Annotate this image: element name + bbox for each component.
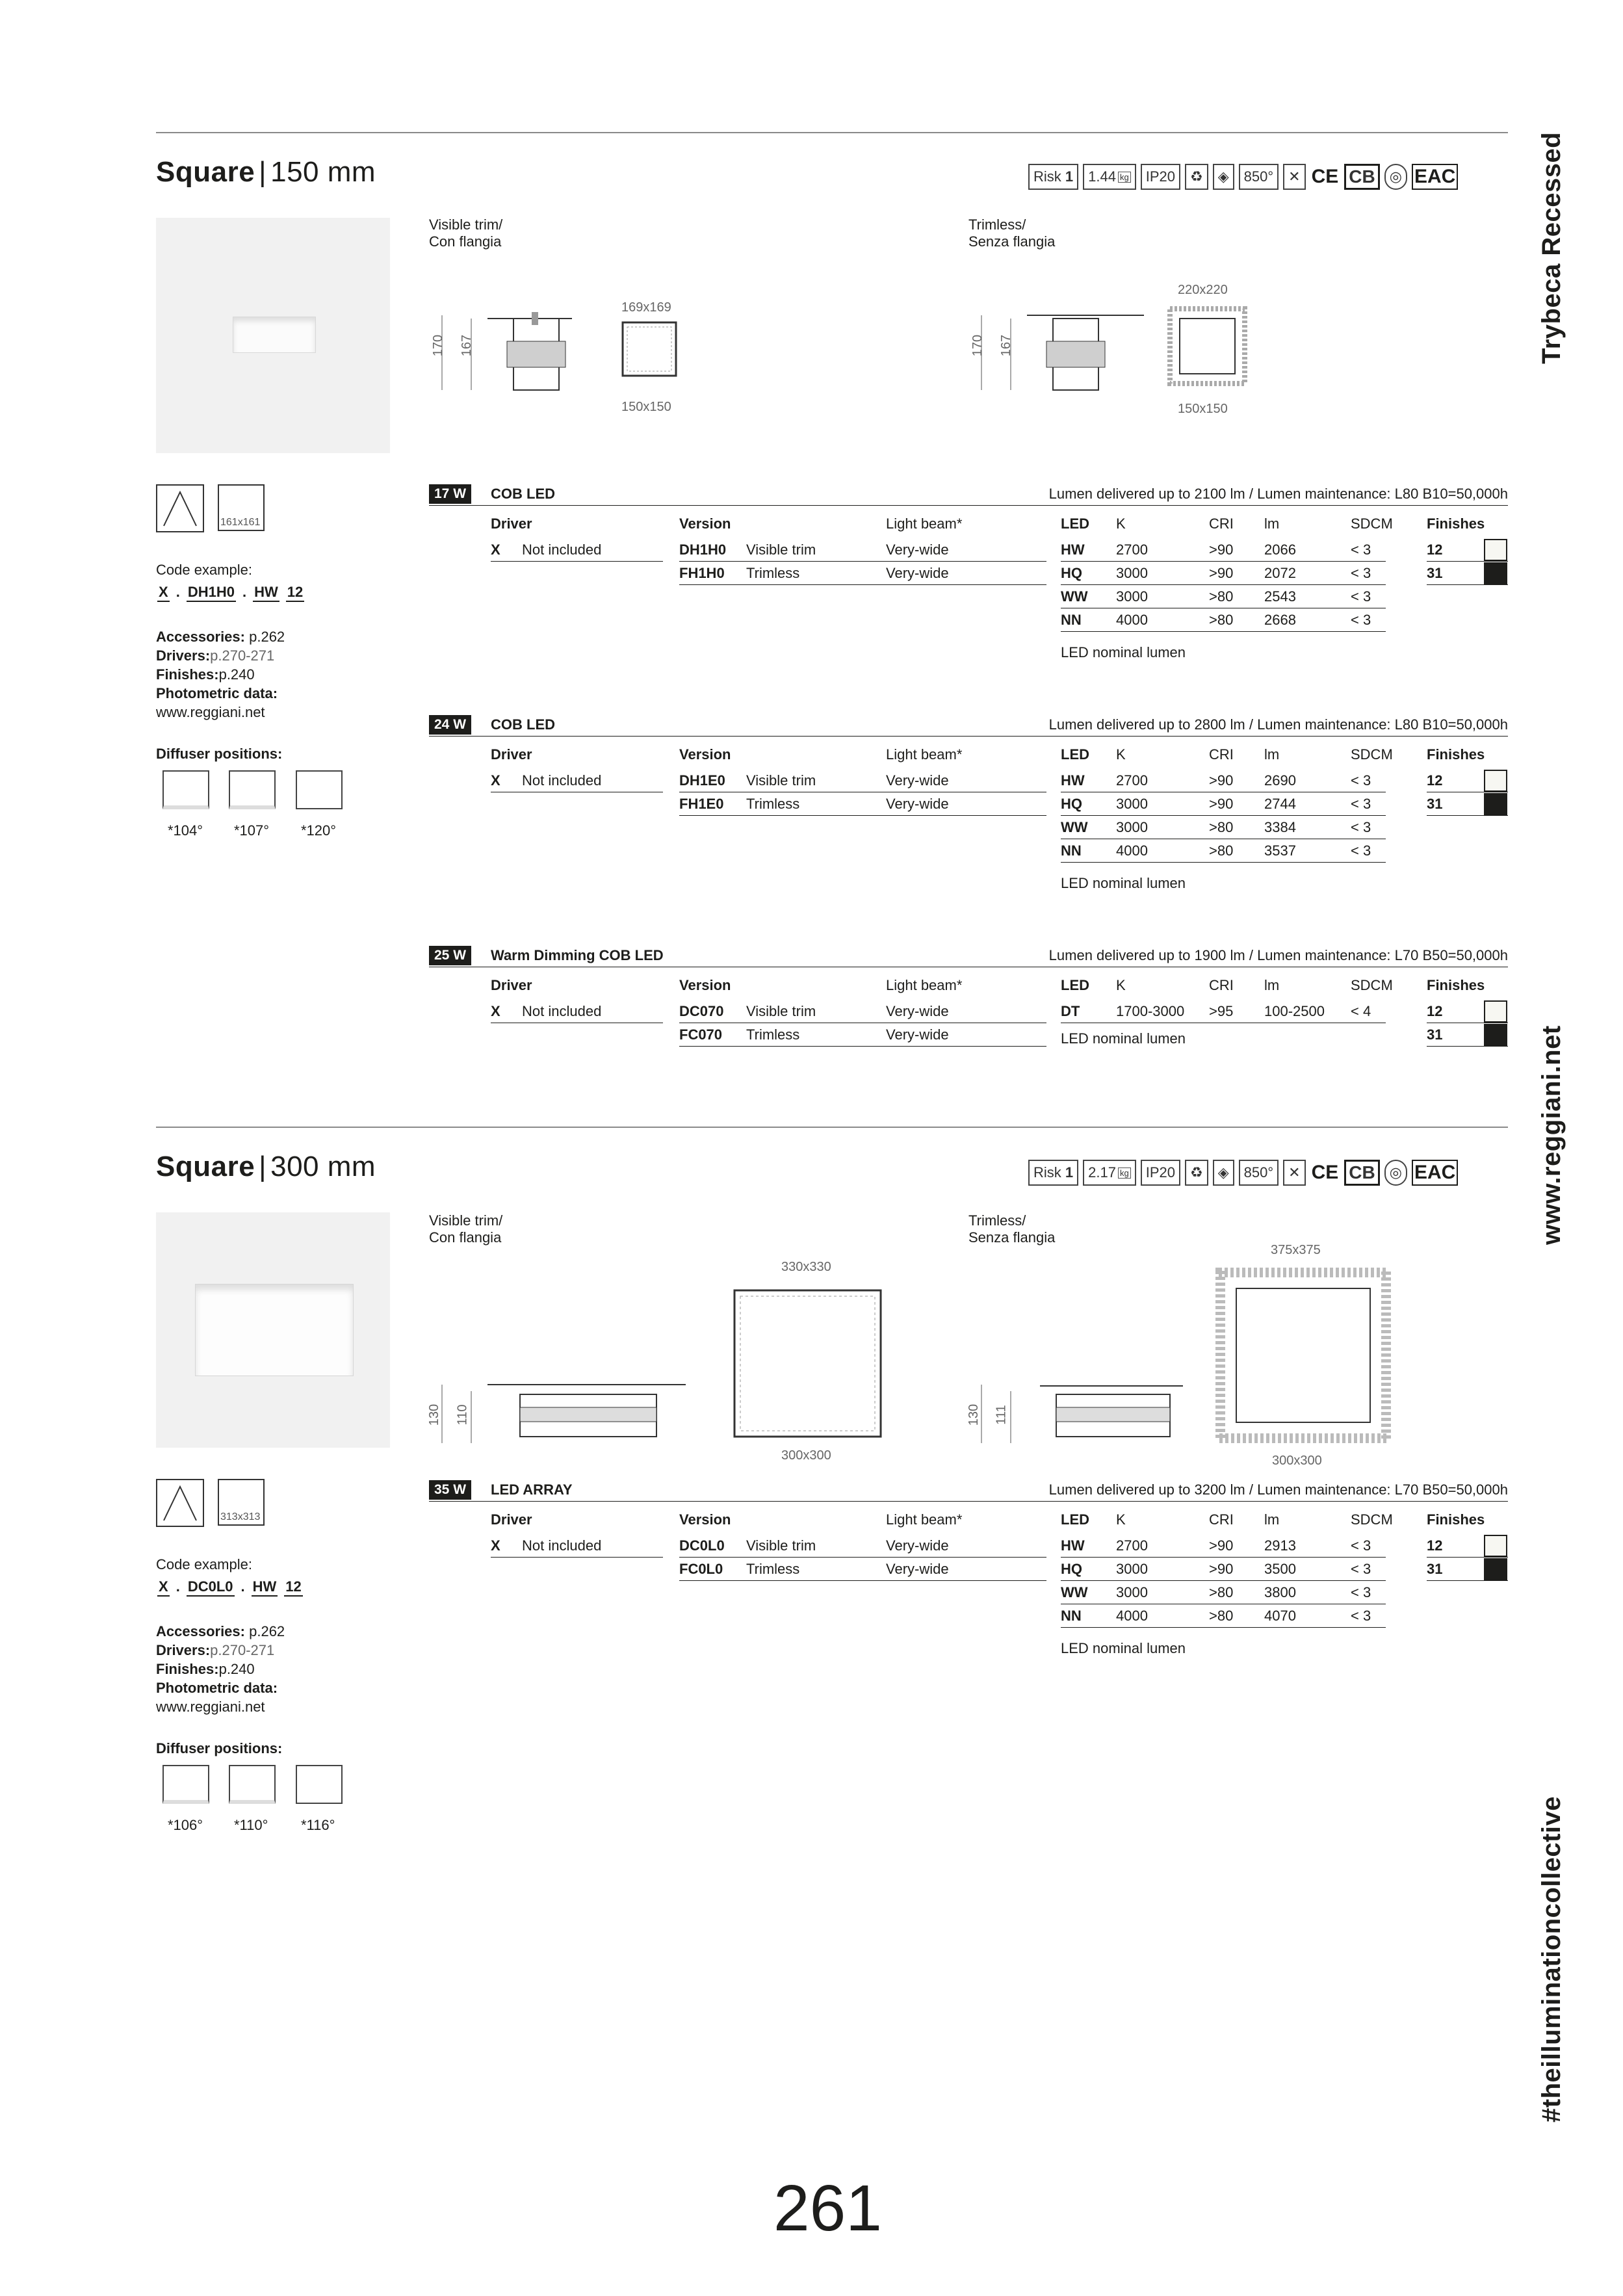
led-header: LED: [1061, 1511, 1089, 1528]
cri-value: >90: [1209, 541, 1234, 558]
diffuser-angle: *106°: [168, 1817, 203, 1833]
diffuser-angle: *110°: [234, 1817, 268, 1833]
cb-mark: CB: [1344, 1160, 1379, 1186]
certification-row: [1028, 1158, 1458, 1187]
website-link[interactable]: www.reggiani.net: [156, 1699, 265, 1715]
cri-value: >95: [1209, 1003, 1234, 1019]
finish-code: 31: [1427, 1026, 1443, 1043]
no-insulation-cover-icon: ✕: [1283, 1160, 1305, 1186]
eac-mark: EAC: [1412, 164, 1458, 190]
dim-height-1: 130: [427, 1403, 442, 1426]
beam-angle-icon: [156, 1479, 204, 1527]
row-rule: [1061, 631, 1386, 632]
dim-height-2: 167: [999, 334, 1014, 357]
version-code: FH1H0: [679, 565, 725, 581]
led-code: HW: [1061, 541, 1085, 558]
driver-code: X: [491, 541, 500, 558]
row-rule: [679, 584, 1046, 585]
trimless-side-drawing: [955, 1378, 1189, 1450]
diffuser-position-2: [229, 1765, 276, 1804]
wattage-badge: 35 W: [429, 1480, 471, 1500]
finish-swatch-white: [1484, 539, 1507, 561]
diffuser-angle: *116°: [301, 1817, 335, 1833]
driver-text: Not included: [522, 772, 602, 789]
installation-box-icon: [218, 484, 265, 531]
driver-text: Not included: [522, 1537, 602, 1554]
lumen-value: 2744: [1264, 796, 1296, 812]
dim-height-2: 111: [994, 1405, 1009, 1425]
wattage-badge: 17 W: [429, 484, 471, 504]
led-code: DT: [1061, 1003, 1080, 1019]
light-beam-header: Light beam*: [886, 515, 963, 532]
kelvin-value: 2700: [1116, 541, 1148, 558]
sdcm-header: SDCM: [1351, 977, 1393, 993]
version-code: DC070: [679, 1003, 724, 1019]
finishes-header: Finishes: [1427, 977, 1485, 993]
row-rule: [1061, 1557, 1386, 1558]
version-text: Visible trim: [746, 541, 816, 558]
led-code: HW: [1061, 772, 1085, 789]
finish-code: 12: [1427, 1537, 1443, 1554]
version-text: Visible trim: [746, 772, 816, 789]
version-code: FC0L0: [679, 1561, 723, 1577]
version-code: DC0L0: [679, 1537, 725, 1554]
cri-value: >90: [1209, 772, 1234, 789]
dim-height-2: 110: [455, 1404, 470, 1426]
dim-top: 330x330: [781, 1260, 831, 1274]
sdcm-value: < 4: [1351, 1003, 1371, 1019]
header-rule: [429, 736, 1508, 737]
led-code: WW: [1061, 588, 1088, 605]
variant-name: COB LED: [491, 486, 555, 502]
cri-value: >80: [1209, 612, 1234, 628]
light-beam-value: Very-wide: [886, 772, 949, 789]
version-text: Visible trim: [746, 1003, 816, 1019]
led-code: WW: [1061, 819, 1088, 835]
row-rule: [679, 815, 1046, 816]
cri-header: CRI: [1209, 977, 1234, 993]
kelvin-header: K: [1116, 515, 1126, 532]
driver-code: X: [491, 1003, 500, 1019]
finish-code: 31: [1427, 796, 1443, 812]
row-rule: [1427, 1046, 1508, 1047]
code-example-label: Code example:: [156, 1556, 252, 1572]
version-code: DH1E0: [679, 772, 725, 789]
visible-trim-plan-drawing: [731, 1287, 887, 1443]
section-divider: [156, 132, 1508, 133]
installation-box-size: 313x313: [220, 1511, 261, 1522]
finish-swatch-black: [1484, 1558, 1507, 1580]
references-block: Accessories: p.262 Drivers:p.270-271 Finishes:p.240 Photometric data: www.reggiani.net: [156, 1623, 285, 1715]
light-beam-header: Light beam*: [886, 977, 963, 993]
driver-header: Driver: [491, 977, 532, 993]
eac-mark: EAC: [1412, 1160, 1458, 1186]
row-rule: [679, 1557, 1046, 1558]
row-rule: [1061, 584, 1386, 585]
finish-code: 12: [1427, 1003, 1443, 1019]
kelvin-value: 1700-3000: [1116, 1003, 1185, 1019]
led-code: NN: [1061, 1608, 1082, 1624]
led-header: LED: [1061, 977, 1089, 993]
cri-value: >90: [1209, 565, 1234, 581]
kelvin-value: 3000: [1116, 1561, 1148, 1577]
driver-header: Driver: [491, 515, 532, 532]
kelvin-value: 3000: [1116, 796, 1148, 812]
code-example-label: Code example:: [156, 562, 252, 578]
cri-header: CRI: [1209, 515, 1234, 532]
version-text: Trimless: [746, 1561, 800, 1577]
light-beam-value: Very-wide: [886, 796, 949, 812]
finish-code: 31: [1427, 565, 1443, 581]
finish-swatch-black: [1484, 1024, 1507, 1046]
dim-bottom: 300x300: [1272, 1454, 1322, 1468]
section-divider: [156, 1127, 1508, 1128]
led-code: HQ: [1061, 1561, 1082, 1577]
variant-name: COB LED: [491, 716, 555, 733]
title-separator: |: [259, 156, 267, 188]
product-photo-fixture: [195, 1284, 354, 1376]
light-beam-value: Very-wide: [886, 1537, 949, 1554]
dim-bottom: 150x150: [1178, 402, 1228, 416]
dim-bottom: 300x300: [781, 1448, 831, 1463]
diffuser-label: Diffuser positions:: [156, 746, 283, 762]
version-header: Version: [679, 1511, 731, 1528]
driver-header: Driver: [491, 1511, 532, 1528]
side-hashtag-label: #theilluminationcollective: [1537, 1795, 1566, 2122]
version-code: DH1H0: [679, 541, 727, 558]
glow-wire-badge: 850°: [1239, 164, 1279, 190]
led-code: NN: [1061, 612, 1082, 628]
dim-top: 220x220: [1178, 283, 1228, 297]
cri-value: >90: [1209, 796, 1234, 812]
cri-value: >90: [1209, 1537, 1234, 1554]
ce-mark: CE: [1311, 166, 1339, 187]
row-rule: [491, 1557, 663, 1558]
code-example: X . DC0L0 . HW 12: [157, 1578, 303, 1597]
finish-swatch-black: [1484, 793, 1507, 815]
wattage-badge: 24 W: [429, 715, 471, 735]
finish-swatch-white: [1484, 1535, 1507, 1557]
lumen-value: 2690: [1264, 772, 1296, 789]
row-rule: [1061, 862, 1386, 863]
lumen-value: 2543: [1264, 588, 1296, 605]
references-block: Accessories: p.262 Drivers:p.270-271 Finishes:p.240 Photometric data: www.reggiani.net: [156, 629, 285, 720]
risk-badge: Risk 1: [1028, 1160, 1078, 1186]
dim-top: 169x169: [621, 300, 671, 315]
sdcm-value: < 3: [1351, 819, 1371, 835]
rcm-mark-icon: ◎: [1384, 1160, 1407, 1186]
section-title-name: Square: [156, 156, 255, 188]
kelvin-value: 4000: [1116, 1608, 1148, 1624]
product-photo: [156, 218, 390, 453]
driver-code: X: [491, 1537, 500, 1554]
lumen-value: 3537: [1264, 842, 1296, 859]
driver-code: X: [491, 772, 500, 789]
kelvin-header: K: [1116, 977, 1126, 993]
light-beam-header: Light beam*: [886, 1511, 963, 1528]
ip-rating-badge: IP20: [1141, 164, 1180, 190]
diffuser-position-2: [229, 770, 276, 809]
row-rule: [1427, 561, 1508, 562]
lumen-info: Lumen delivered up to 2800 lm / Lumen maintenance: L80 B10=50,000h: [1048, 716, 1508, 733]
version-code: FH1E0: [679, 796, 724, 812]
version-header: Version: [679, 746, 731, 763]
dim-height-2: 167: [460, 334, 474, 357]
light-beam-header: Light beam*: [886, 746, 963, 763]
diffuser-position-3: [296, 770, 343, 809]
lumen-value: 4070: [1264, 1608, 1296, 1624]
version-text: Visible trim: [746, 1537, 816, 1554]
led-nominal-note: LED nominal lumen: [1061, 1640, 1186, 1656]
kelvin-value: 4000: [1116, 612, 1148, 628]
kelvin-value: 3000: [1116, 819, 1148, 835]
product-photo-fixture: [233, 317, 316, 353]
rcm-mark-icon: ◎: [1384, 164, 1407, 190]
ip-rating-badge: IP20: [1141, 1160, 1180, 1186]
finish-code: 12: [1427, 772, 1443, 789]
lumen-header: lm: [1264, 1511, 1280, 1528]
version-code: FC070: [679, 1026, 723, 1043]
row-rule: [1427, 1557, 1508, 1558]
row-rule: [1061, 1580, 1386, 1581]
diffuser-angle: *107°: [234, 822, 270, 839]
cri-value: >80: [1209, 1608, 1234, 1624]
variant-name: LED ARRAY: [491, 1481, 573, 1498]
finish-code: 31: [1427, 1561, 1443, 1577]
dim-height-1: 170: [970, 334, 985, 357]
trimless-plan-drawing: [1215, 1268, 1391, 1443]
trimless-label: Trimless/ Senza flangia: [968, 1212, 1056, 1246]
led-header: LED: [1061, 515, 1089, 532]
sdcm-value: < 3: [1351, 1561, 1371, 1577]
dim-height-1: 170: [431, 334, 446, 357]
row-rule: [491, 561, 663, 562]
driver-text: Not included: [522, 541, 602, 558]
finish-swatch-white: [1484, 1000, 1507, 1023]
sdcm-value: < 3: [1351, 1584, 1371, 1600]
light-beam-value: Very-wide: [886, 541, 949, 558]
row-rule: [1061, 815, 1386, 816]
finish-swatch-black: [1484, 562, 1507, 584]
sdcm-value: < 3: [1351, 842, 1371, 859]
ce-mark: CE: [1311, 1162, 1339, 1183]
lumen-header: lm: [1264, 977, 1280, 993]
sdcm-header: SDCM: [1351, 746, 1393, 763]
driver-symbol-icon: ◈: [1213, 1160, 1234, 1186]
weight-badge: 2.17 kg: [1083, 1160, 1136, 1186]
trimless-plan-drawing: [1167, 306, 1251, 390]
lumen-value: 2913: [1264, 1537, 1296, 1554]
light-beam-value: Very-wide: [886, 1026, 949, 1043]
sdcm-header: SDCM: [1351, 515, 1393, 532]
driver-header: Driver: [491, 746, 532, 763]
version-header: Version: [679, 977, 731, 993]
finishes-header: Finishes: [1427, 515, 1485, 532]
visible-trim-label: Visible trim/ Con flangia: [429, 216, 503, 250]
no-insulation-cover-icon: ✕: [1283, 164, 1305, 190]
sdcm-value: < 3: [1351, 565, 1371, 581]
lumen-info: Lumen delivered up to 2100 lm / Lumen maintenance: L80 B10=50,000h: [1048, 486, 1508, 502]
led-code: NN: [1061, 842, 1082, 859]
title-separator: |: [259, 1151, 267, 1182]
cri-header: CRI: [1209, 746, 1234, 763]
finishes-header: Finishes: [1427, 1511, 1485, 1528]
version-text: Trimless: [746, 565, 800, 581]
product-photo: [156, 1212, 390, 1448]
version-text: Trimless: [746, 796, 800, 812]
led-code: WW: [1061, 1584, 1088, 1600]
section-title: [156, 156, 376, 189]
beam-angle-icon: [156, 484, 204, 532]
driver-symbol-icon: ◈: [1213, 164, 1234, 190]
installation-box-icon: [218, 1479, 265, 1526]
lumen-value: 3800: [1264, 1584, 1296, 1600]
sdcm-value: < 3: [1351, 796, 1371, 812]
row-rule: [679, 561, 1046, 562]
website-link[interactable]: www.reggiani.net: [156, 704, 265, 720]
installation-box-size: 161x161: [220, 517, 261, 528]
finish-code: 12: [1427, 541, 1443, 558]
wattage-badge: 25 W: [429, 946, 471, 965]
light-beam-value: Very-wide: [886, 1003, 949, 1019]
light-beam-value: Very-wide: [886, 565, 949, 581]
diffuser-position-1: [162, 1765, 209, 1804]
finish-swatch-white: [1484, 770, 1507, 792]
cb-mark: CB: [1344, 164, 1379, 190]
version-header: Version: [679, 515, 731, 532]
diffuser-angle: *120°: [301, 822, 337, 839]
finishes-header: Finishes: [1427, 746, 1485, 763]
risk-badge: Risk 1: [1028, 164, 1078, 190]
led-code: HQ: [1061, 565, 1082, 581]
lumen-header: lm: [1264, 746, 1280, 763]
dim-top: 375x375: [1271, 1243, 1321, 1257]
lumen-header: lm: [1264, 515, 1280, 532]
kelvin-value: 2700: [1116, 1537, 1148, 1554]
lumen-info: Lumen delivered up to 3200 lm / Lumen maintenance: L70 B50=50,000h: [1048, 1481, 1508, 1498]
light-beam-value: Very-wide: [886, 1561, 949, 1577]
version-text: Trimless: [746, 1026, 800, 1043]
kelvin-value: 3000: [1116, 565, 1148, 581]
cri-header: CRI: [1209, 1511, 1234, 1528]
row-rule: [1061, 1627, 1386, 1628]
kelvin-header: K: [1116, 1511, 1126, 1528]
visible-trim-plan-drawing: [617, 317, 682, 389]
led-nominal-note: LED nominal lumen: [1061, 1030, 1186, 1047]
kelvin-value: 3000: [1116, 588, 1148, 605]
trimless-label-it: Senza flangia: [968, 233, 1056, 250]
lumen-info: Lumen delivered up to 1900 lm / Lumen maintenance: L70 B50=50,000h: [1048, 947, 1508, 963]
certification-row: [1028, 163, 1458, 191]
kelvin-value: 4000: [1116, 842, 1148, 859]
sdcm-value: < 3: [1351, 772, 1371, 789]
variant-name: Warm Dimming COB LED: [491, 947, 664, 963]
led-code: HQ: [1061, 796, 1082, 812]
row-rule: [679, 1046, 1046, 1047]
led-code: HW: [1061, 1537, 1085, 1554]
diffuser-position-3: [296, 1765, 343, 1804]
row-rule: [1061, 561, 1386, 562]
header-rule: [429, 505, 1508, 506]
sdcm-value: < 3: [1351, 588, 1371, 605]
section-title: [156, 1151, 376, 1183]
sdcm-value: < 3: [1351, 1537, 1371, 1554]
header-rule: [429, 1501, 1508, 1502]
diffuser-label: Diffuser positions:: [156, 1740, 283, 1756]
cri-value: >80: [1209, 819, 1234, 835]
recycle-icon: ♻: [1185, 1160, 1208, 1186]
row-rule: [679, 1580, 1046, 1581]
lumen-value: 2066: [1264, 541, 1296, 558]
diffuser-angle: *104°: [168, 822, 203, 839]
kelvin-header: K: [1116, 746, 1126, 763]
kelvin-value: 2700: [1116, 772, 1148, 789]
diffuser-position-1: [162, 770, 209, 809]
kelvin-value: 3000: [1116, 1584, 1148, 1600]
section-title-size: 150 mm: [270, 156, 376, 188]
cri-value: >90: [1209, 1561, 1234, 1577]
led-nominal-note: LED nominal lumen: [1061, 875, 1186, 891]
cri-value: >80: [1209, 1584, 1234, 1600]
page-number: 261: [773, 2172, 882, 2245]
cri-value: >80: [1209, 588, 1234, 605]
side-website-label: www.reggiani.net: [1537, 1025, 1566, 1245]
driver-text: Not included: [522, 1003, 602, 1019]
lumen-value: 100-2500: [1264, 1003, 1325, 1019]
sdcm-value: < 3: [1351, 612, 1371, 628]
sdcm-value: < 3: [1351, 541, 1371, 558]
glow-wire-badge: 850°: [1239, 1160, 1279, 1186]
code-example: X . DH1H0 . HW 12: [157, 584, 304, 602]
section-title-size: 300 mm: [270, 1151, 376, 1182]
sdcm-value: < 3: [1351, 1608, 1371, 1624]
dim-height-1: 130: [967, 1403, 981, 1426]
dim-bottom: 150x150: [621, 400, 671, 414]
lumen-value: 3500: [1264, 1561, 1296, 1577]
recycle-icon: ♻: [1185, 164, 1208, 190]
section-title-name: Square: [156, 1151, 255, 1182]
row-rule: [1427, 584, 1508, 585]
row-rule: [1427, 815, 1508, 816]
trimless-label: Trimless/ Senza flangia: [968, 216, 1056, 250]
row-rule: [1427, 1580, 1508, 1581]
lumen-value: 3384: [1264, 819, 1296, 835]
cri-value: >80: [1209, 842, 1234, 859]
side-brand-label: Trybeca Recessed: [1537, 131, 1566, 364]
led-header: LED: [1061, 746, 1089, 763]
sdcm-header: SDCM: [1351, 1511, 1393, 1528]
lumen-value: 2072: [1264, 565, 1296, 581]
lumen-value: 2668: [1264, 612, 1296, 628]
visible-trim-label: Visible trim/ Con flangia: [429, 1212, 503, 1246]
weight-badge: 1.44 kg: [1083, 164, 1136, 190]
led-nominal-note: LED nominal lumen: [1061, 644, 1186, 660]
